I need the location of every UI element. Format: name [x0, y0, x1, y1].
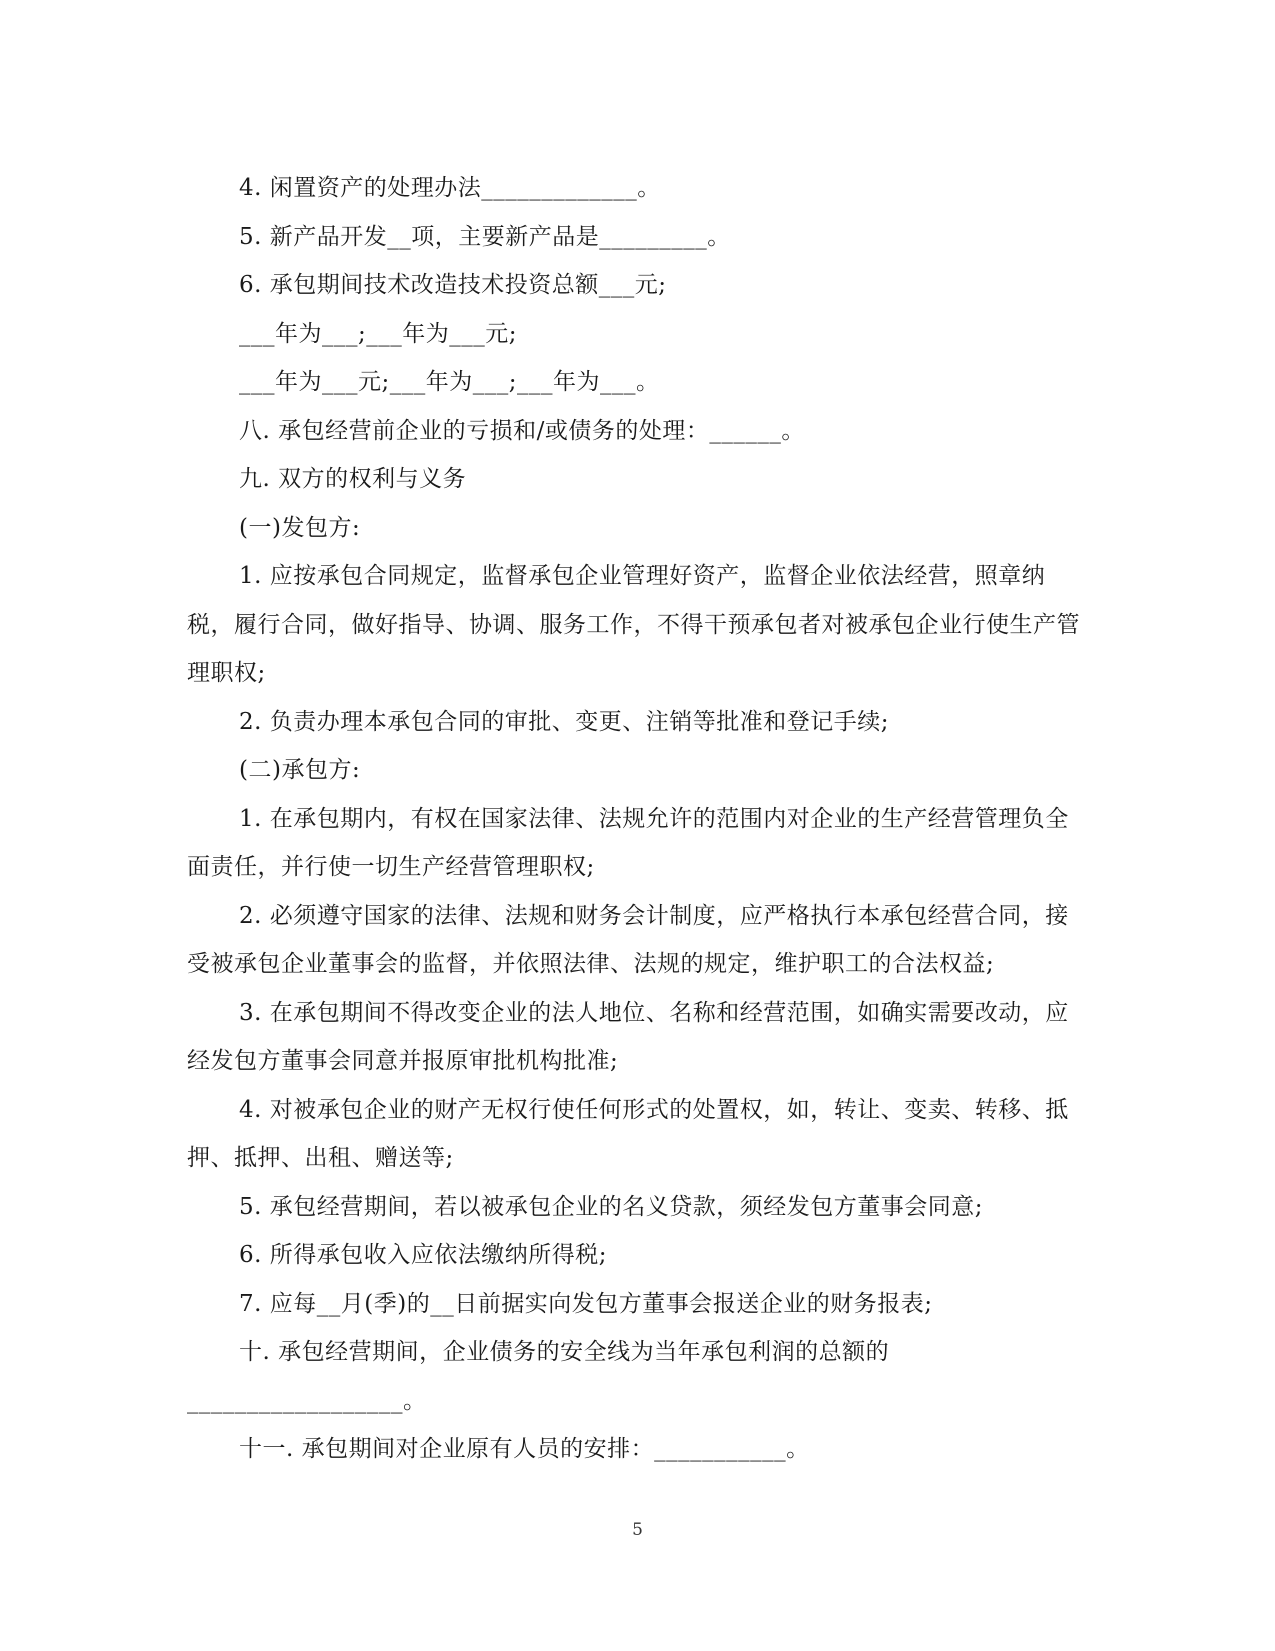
section-ten-heading: 十. 承包经营期间，企业债务的安全线为当年承包利润的总额的	[239, 1339, 890, 1365]
issuer-clause-1: 1. 应按承包合同规定，监督承包企业管理好资产，监督企业依法经营，照章纳税，履行合同，做好指导、协调、服务工作，不得干预承包者对被承包企业行使生产管理职权;	[187, 563, 1080, 686]
contractor-clause-1: 1. 在承包期内，有权在国家法律、法规允许的范围内对企业的生产经营管理负全面责任，并行使一切生产经营管理职权;	[187, 805, 1069, 880]
subsection-contractor-issuer: (一)发包方:	[239, 514, 361, 541]
section-eleven-heading: 十一. 承包期间对企业原有人员的安排：___________。	[239, 1436, 810, 1462]
section-nine-heading: 九. 双方的权利与义务	[239, 466, 467, 492]
subsection-contractor: (二)承包方:	[239, 757, 361, 783]
page-number: 5	[632, 1520, 643, 1540]
issuer-clause-2: 2. 负责办理本承包合同的审批、变更、注销等批准和登记手续;	[239, 708, 890, 735]
contractor-clause-2: 2. 必须遵守国家的法律、法规和财务会计制度，应严格执行本承包经营合同，接受被承包企业董事会的监督，并依照法律、法规的规定，维护职工的合法权益;	[187, 902, 1069, 977]
section-eight-heading: 八. 承包经营前企业的亏损和/或债务的处理：______。	[239, 417, 805, 444]
paragraph-new-products: 5. 新产品开发__项，主要新产品是_________。	[239, 223, 731, 250]
contractor-clause-7: 7. 应每__月(季)的__日前据实向发包方董事会报送企业的财务报表;	[239, 1290, 933, 1317]
contractor-clause-4: 4. 对被承包企业的财产无权行使任何形式的处置权，如，转让、变卖、转移、抵押、抵押、出租、赠送等;	[187, 1096, 1069, 1171]
paragraph-yearly-amounts-1: ___年为___;___年为___元;	[239, 320, 517, 347]
paragraph-idle-assets: 4. 闲置资产的处理办法_____________。	[239, 175, 661, 201]
contractor-clause-3: 3. 在承包期间不得改变企业的法人地位、名称和经营范围，如确实需要改动，应经发包方董事会同意并报原审批机构批准;	[187, 999, 1069, 1074]
section-ten-blank: __________________。	[187, 1387, 427, 1414]
contractor-clause-6: 6. 所得承包收入应依法缴纳所得税;	[239, 1242, 608, 1268]
paragraph-yearly-amounts-2: ___年为___元;___年为___;___年为___。	[239, 369, 660, 395]
document-body	[187, 164, 1087, 1474]
contractor-clause-5: 5. 承包经营期间，若以被承包企业的名义贷款，须经发包方董事会同意;	[239, 1193, 984, 1220]
paragraph-tech-investment: 6. 承包期间技术改造技术投资总额___元;	[239, 272, 667, 298]
